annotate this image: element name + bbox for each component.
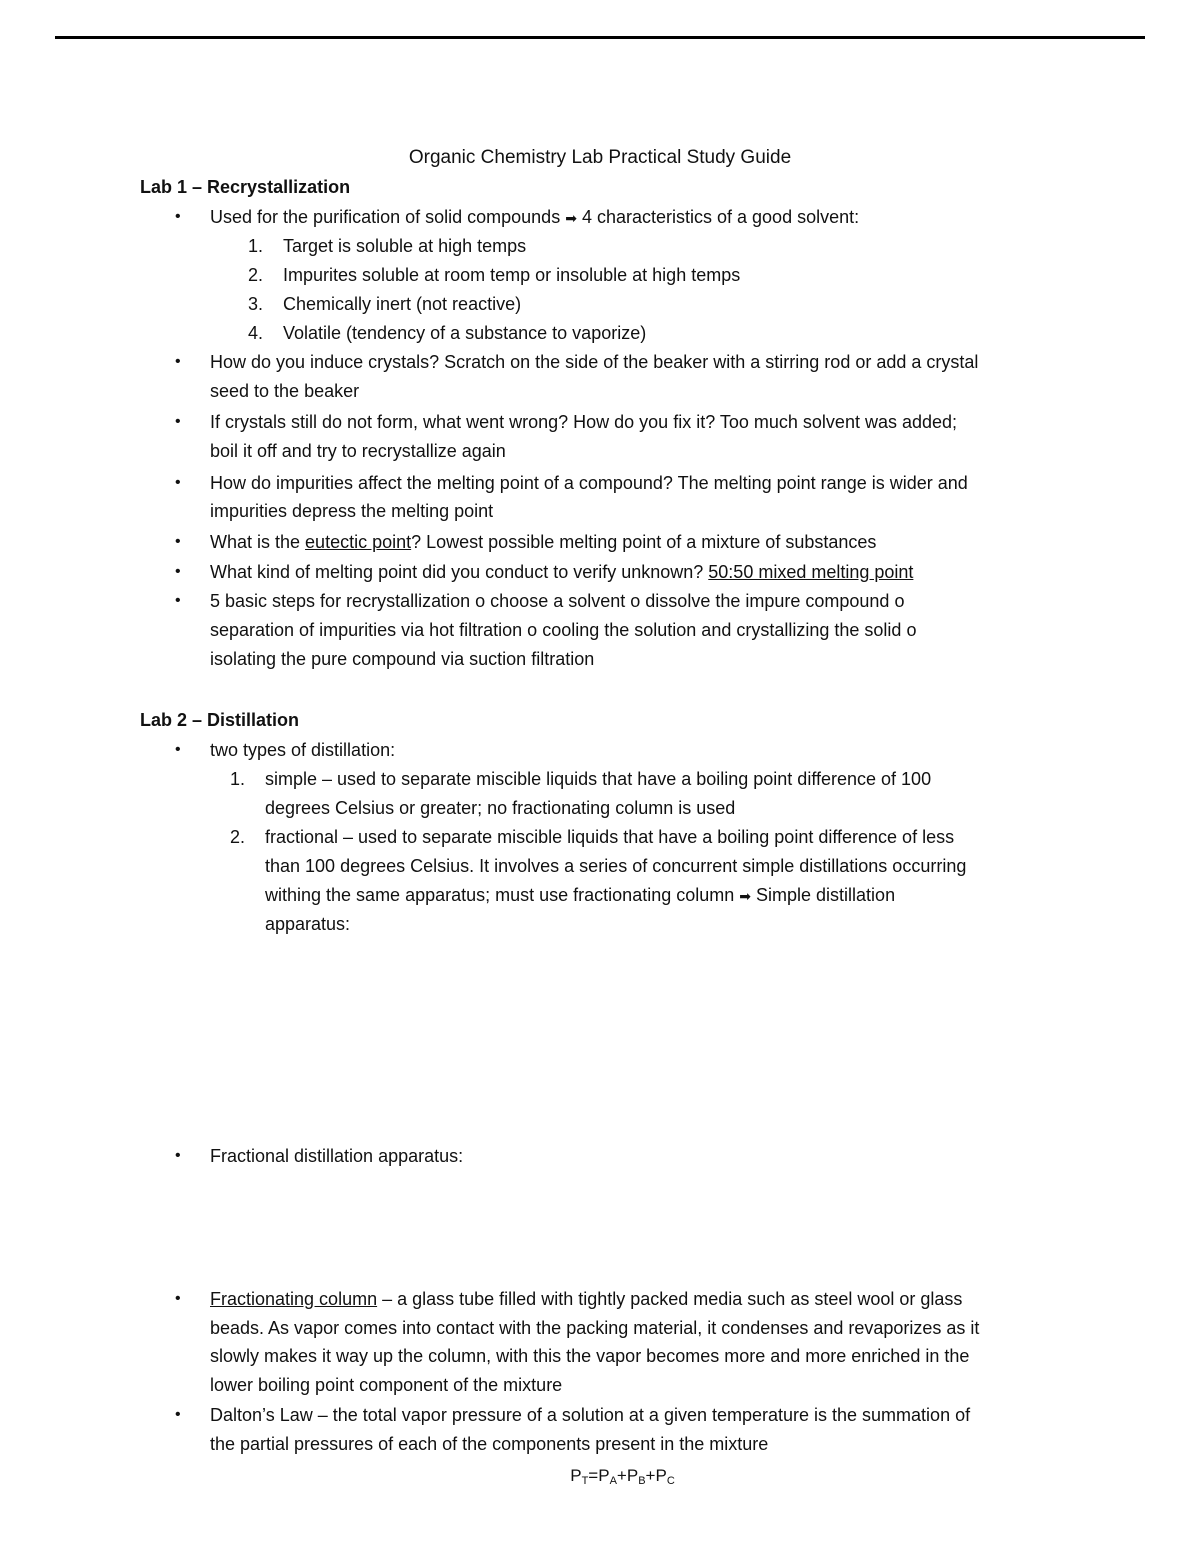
arrow-icon: ➡ [739,888,751,904]
bullet-icon: • [175,1406,181,1423]
lab1-steps-l3: isolating the pure compound via suction filtration [210,649,595,669]
top-rule [55,36,1145,39]
lab2-dalton-l2: the partial pressures of each of the components present in the mixture [210,1434,769,1454]
bullet-icon: • [175,533,181,550]
arrow-icon: ➡ [565,210,577,226]
lab2-column-l3: slowly makes it way up the column, with this the vapor becomes more and more enriched in the [210,1346,970,1366]
bullet-icon: • [175,413,181,430]
text: – a glass tube filled with tightly packed media such as steel wool or glass [377,1289,963,1309]
lab2-dalton-l1: Dalton’s Law – the total vapor pressure of a solution at a given temperature is the summation of [210,1405,971,1425]
step: choose a solvent [490,591,626,611]
lab1-crystals-fail-l1: If crystals still do not form, what went wrong? How do you fix it? Too much solvent was added; [210,412,958,432]
bullet-icon: • [175,474,181,491]
step: separation of impurities via hot filtration [210,620,523,640]
lab1-heading: Lab 1 – Recrystallization [140,177,351,197]
lab1-induce-crystals-l1: How do you induce crystals? Scratch on the side of the beaker with a stirring rod or add a crystal [210,352,979,372]
bullet-icon: • [175,592,181,609]
list-item: Target is soluble at high temps [283,236,527,256]
circle-bullet-icon: o [906,620,917,640]
bullet-icon: • [175,1290,181,1307]
circle-bullet-icon: o [894,591,905,611]
bullet-text: Used for the purification of solid compounds [210,207,561,227]
list-number: 3. [248,294,264,314]
lab2-fractional-apparatus: Fractional distillation apparatus: [210,1146,464,1166]
lab1-impurities-l1: How do impurities affect the melting point of a compound? The melting point range is wider and [210,473,968,493]
lab2-column-l2: beads. As vapor comes into contact with the packing material, it condenses and revaporizes as it [210,1318,980,1338]
bullet-text-tail: 4 characteristics of a good solvent: [581,207,860,227]
formula-part: +P [645,1466,667,1485]
lab2-fractional-l2: than 100 degrees Celsius. It involves a series of concurrent simple distillations occurring [265,856,967,876]
formula-part: P [570,1466,582,1485]
lab2-column-l1 [210,1288,962,1310]
list-number: 1. [230,769,246,789]
formula-part: =P [588,1466,610,1485]
bullet-icon: • [175,353,181,370]
lab2-fractional-l3 [265,884,895,907]
bullet-icon: • [175,741,181,758]
list-item: Chemically inert (not reactive) [283,294,522,314]
fractionating-column-term: Fractionating column [210,1289,378,1309]
list-number: 2. [230,827,246,847]
text: withing the same apparatus; must use fractionating column [265,885,735,905]
dalton-formula [0,1465,1200,1492]
list-number: 1. [248,236,264,256]
list-item: Volatile (tendency of a substance to vaporize) [283,323,647,343]
eutectic-term: eutectic point [305,532,412,552]
list-item: Impurites soluble at room temp or insoluble at high temps [283,265,741,285]
text: What is the [210,532,306,552]
lab2-types: two types of distillation: [210,740,396,760]
circle-bullet-icon: o [475,591,486,611]
lab1-steps-l2 [210,619,916,641]
formula-sub: C [666,1475,675,1487]
text: 5 basic steps for recrystallization [210,591,471,611]
lab1-bullet-purification [210,206,859,229]
text: What kind of melting point did you conduct to verify unknown? [210,562,709,582]
bullet-icon: • [175,1147,181,1164]
lab2-fractional-l4: apparatus: [265,914,351,934]
text: Simple distillation [756,885,896,905]
step: dissolve the impure compound [645,591,890,611]
lab1-steps-l1 [210,590,904,612]
circle-bullet-icon: o [630,591,641,611]
lab2-column-l4: lower boiling point component of the mixture [210,1375,563,1395]
mixed-mp-answer: 50:50 mixed melting point [708,562,914,582]
step: cooling the solution and crystallizing the solid [542,620,902,640]
lab1-crystals-fail-l2: boil it off and try to recrystallize again [210,441,506,461]
lab1-mixed-mp [210,561,913,583]
lab2-simple-l2: degrees Celsius or greater; no fractionating column is used [265,798,736,818]
lab2-simple-l1: simple – used to separate miscible liquids that have a boiling point difference of 100 [265,769,932,789]
bullet-icon: • [175,563,181,580]
list-number: 2. [248,265,264,285]
formula-sub: B [638,1475,646,1487]
lab2-heading: Lab 2 – Distillation [140,710,300,730]
lab1-eutectic [210,531,876,553]
formula-sub: A [609,1475,617,1487]
text: ? Lowest possible melting point of a mixture of substances [411,532,877,552]
list-number: 4. [248,323,264,343]
formula-part: +P [616,1466,639,1485]
lab2-fractional-l1: fractional – used to separate miscible liquids that have a boiling point difference of less [265,827,955,847]
document-title: Organic Chemistry Lab Practical Study Guide [408,147,792,168]
circle-bullet-icon: o [527,620,538,640]
bullet-icon: • [175,208,181,225]
lab1-induce-crystals-l2: seed to the beaker [210,381,360,401]
lab1-impurities-l2: impurities depress the melting point [210,501,494,521]
formula-sub: T [581,1475,589,1487]
